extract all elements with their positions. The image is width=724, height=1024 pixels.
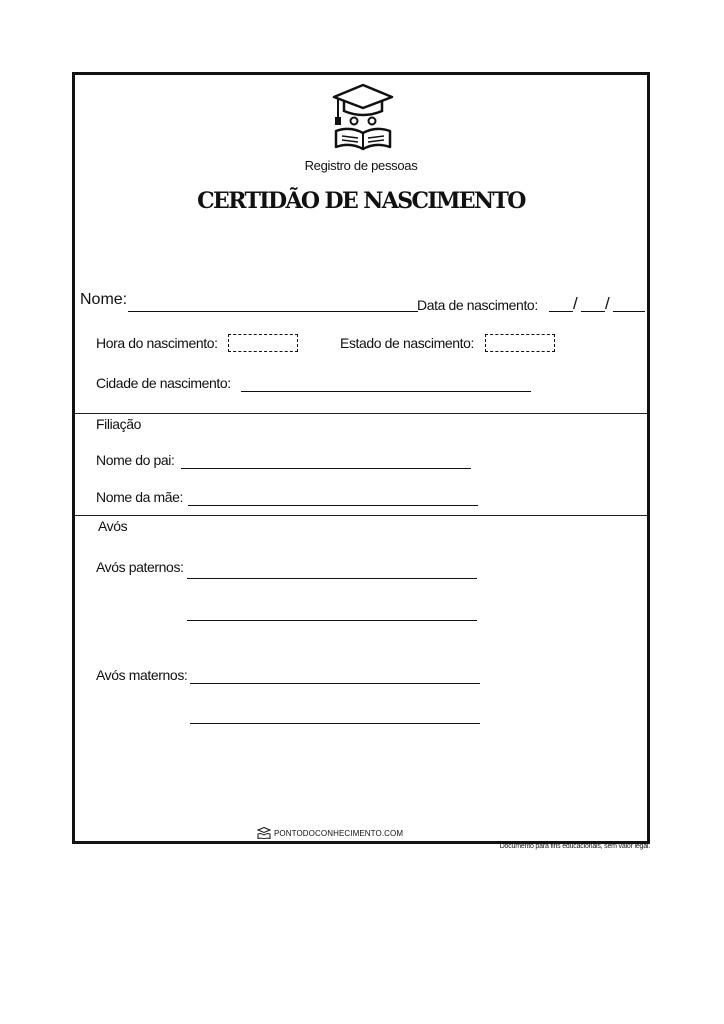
- footer-site: [257, 827, 403, 839]
- estado-nascimento-label: Estado de nascimento:: [340, 335, 475, 351]
- date-year-field[interactable]: [613, 311, 645, 312]
- nome-mae-label: Nome da mãe:: [96, 489, 184, 505]
- hora-nascimento-label: Hora do nascimento:: [96, 335, 218, 351]
- certificate-frame: [72, 72, 650, 844]
- divider: [75, 515, 647, 516]
- cidade-nascimento-label: Cidade de nascimento:: [96, 375, 231, 391]
- avos-paternos-field-2[interactable]: [187, 620, 477, 621]
- date-separator: /: [605, 294, 610, 313]
- cidade-nascimento-field[interactable]: [241, 391, 531, 392]
- estado-nascimento-box[interactable]: [485, 334, 555, 352]
- date-separator: /: [573, 294, 578, 313]
- avos-paternos-field-1[interactable]: [187, 578, 477, 579]
- nome-field[interactable]: [128, 311, 418, 312]
- nome-pai-label: Nome do pai:: [96, 452, 175, 468]
- nome-mae-field[interactable]: [188, 505, 478, 506]
- avos-maternos-label: Avós maternos:: [96, 667, 188, 683]
- subtitle: Registro de pessoas: [304, 158, 418, 173]
- graduation-cap-book-icon: [330, 83, 396, 151]
- hora-nascimento-box[interactable]: [228, 334, 298, 352]
- date-month-field[interactable]: [581, 311, 605, 312]
- avos-maternos-field-1[interactable]: [190, 683, 480, 684]
- page-title: CERTIDÃO DE NASCIMENTO: [197, 188, 525, 214]
- filiacao-heading: Filiação: [96, 416, 142, 432]
- avos-heading: Avós: [98, 518, 128, 534]
- avos-maternos-field-2[interactable]: [190, 723, 480, 724]
- graduation-cap-book-icon: [257, 827, 271, 839]
- nome-pai-field[interactable]: [181, 468, 471, 469]
- avos-paternos-label: Avós paternos:: [96, 559, 184, 575]
- nome-label: Nome:: [80, 291, 128, 308]
- date-day-field[interactable]: [549, 311, 573, 312]
- disclaimer: Documento para fins educacionais, sem valor legal.: [499, 843, 650, 850]
- data-nascimento-label: Data de nascimento:: [417, 297, 538, 313]
- divider: [75, 413, 647, 414]
- footer-site-text: PONTODOCONHECIMENTO.COM: [274, 828, 404, 838]
